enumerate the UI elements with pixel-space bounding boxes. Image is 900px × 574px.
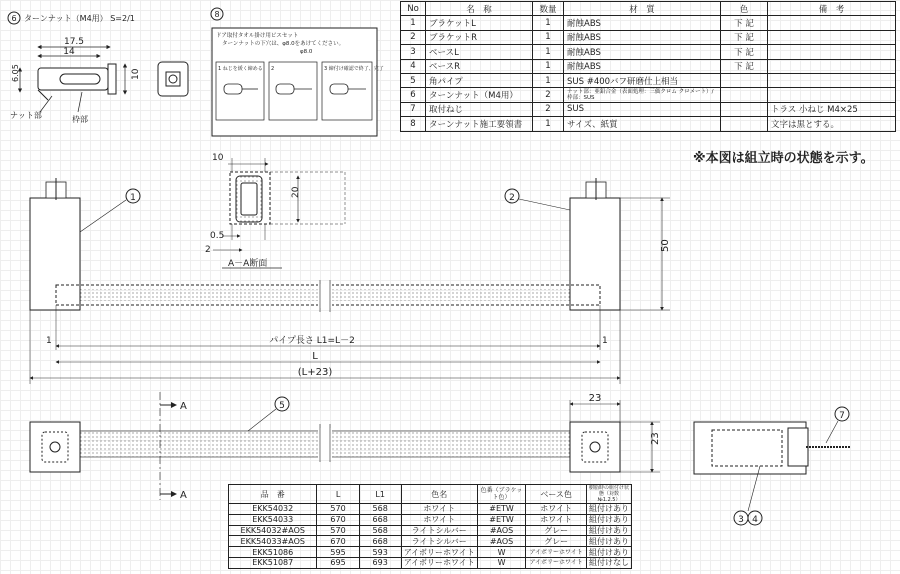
instruction-step1: 1 ねじを緩く締める (218, 66, 263, 72)
parts-header-qty: 数量 (533, 2, 564, 16)
section-marker-a-bottom: A (180, 490, 187, 501)
front-dim-1-left: 1 (46, 336, 52, 346)
table-row: EKK51086 595 593 アイボリーホワイト W アイボリーホワイト 組付けあり (229, 547, 632, 558)
front-dim-L-plus-23: (L+23) (297, 367, 333, 378)
base-left (30, 422, 80, 472)
front-dim-pipe-length: パイプ長さ L1=L－2 (269, 336, 355, 346)
table-row: 5 角パイプ 1 SUS #400バフ研磨仕上相当 (401, 73, 896, 87)
parts-header-remarks: 備 考 (768, 2, 896, 16)
callout-8-number: 8 (214, 10, 220, 19)
callout-5-number: 5 (279, 401, 285, 411)
section-dim-0-5: 0.5 (210, 231, 225, 241)
table-row: 7 取付ねじ 2 SUS トラス 小ねじ M4×25 (401, 102, 896, 116)
parts-header-no: No (401, 2, 426, 16)
dim-6-05: 6.05 (11, 64, 20, 82)
models-header-L1: L1 (359, 485, 401, 504)
detail-6-turn-nut (8, 12, 188, 124)
front-dim-L: L (312, 351, 318, 362)
label-frame-part: 枠部 (72, 115, 88, 124)
table-row: 8 ターンナット施工要領書 1 サイズ、紙質 文字は黒とする。 (401, 117, 896, 131)
table-row: EKK54032 570 568 ホワイト #ETW ホワイト 組付けあり (229, 504, 632, 515)
top-dim-23-height: 23 (650, 432, 661, 445)
models-header-color-code: 色番（ブラケット色） (477, 485, 526, 504)
front-dim-1-right: 1 (602, 336, 608, 346)
models-header-L: L (317, 485, 359, 504)
top-dim-23-width: 23 (588, 393, 602, 404)
table-row: EKK54033 670 668 ホワイト #ETW ホワイト 組付けあり (229, 514, 632, 525)
models-header-assembly: 樹脂時の組付け状態（対数№1.2.5） (587, 485, 632, 504)
callout-2-number: 2 (509, 193, 515, 203)
instruction-step2: 2 (271, 66, 275, 72)
table-row: 2 ブラケットR 1 耐蝕ABS 下 記 (401, 30, 896, 44)
section-dim-2: 2 (205, 245, 211, 255)
parts-header-material: 材 質 (564, 2, 721, 16)
callout-1-number: 1 (130, 193, 136, 203)
callout-6-number: 6 (11, 14, 17, 23)
parts-header-name: 名 称 (426, 2, 533, 16)
section-marker-a-top: A (180, 401, 187, 412)
callout-7-number: 7 (839, 411, 845, 421)
front-dim-50: 50 (660, 239, 671, 252)
parts-table-header (401, 2, 896, 16)
instruction-line1: ドア取付タオル掛け用ビスセット (216, 33, 299, 39)
section-label: A－A断面 (228, 259, 268, 269)
parts-header-color: 色 (721, 2, 768, 16)
table-row: 3 ベースL 1 耐蝕ABS 下 記 (401, 45, 896, 59)
section-dim-10: 10 (212, 153, 224, 163)
base-right (570, 422, 620, 472)
bracket-left (30, 198, 80, 310)
parts-list-table (400, 1, 896, 132)
front-view (30, 178, 671, 384)
table-row: 4 ベースR 1 耐蝕ABS 下 記 (401, 59, 896, 73)
table-row: 1 ブラケットL 1 耐蝕ABS 下 記 (401, 16, 896, 30)
models-header-color-name: 色名 (401, 485, 477, 504)
models-table-header (229, 485, 632, 504)
models-header-product: 品 番 (229, 485, 317, 504)
instruction-line3: φ8.0 (300, 49, 313, 55)
detail-6-title: ターンナット（M4用） S=2/1 (24, 14, 135, 23)
note-assembled-state: ※本図は組立時の状態を示す。 (693, 151, 874, 166)
table-row: EKK51087 695 693 アイボリーホワイト W アイボリーホワイト 組付けなし (229, 557, 632, 568)
dim-14: 14 (63, 47, 75, 57)
callout-3-number: 3 (738, 515, 744, 525)
callout-4-number: 4 (752, 515, 758, 525)
label-nut-part: ナット部 (10, 111, 42, 120)
detail-8-instruction-sheet (211, 8, 384, 136)
instruction-line2: ターンナットの下穴は、φ8.0をあけてください。 (222, 41, 345, 47)
table-row: EKK54032#AOS 570 568 ライトシルバー #AOS グレー 組付けあり (229, 525, 632, 536)
models-header-base-color: ベース色 (526, 485, 587, 504)
model-variants-table (228, 484, 632, 569)
instruction-step3: 3 締付け確認で終了、完了 (324, 66, 384, 72)
dim-10: 10 (131, 68, 141, 80)
table-row: 6 ターンナット（M4用） 2 ナット部：亜鉛合金（表面処理：三価クロム クロメート）/ 枠部：SUS (401, 88, 896, 102)
table-row: EKK54033#AOS 670 668 ライトシルバー #AOS グレー 組付けあり (229, 536, 632, 547)
side-view (694, 407, 850, 525)
section-a-a (205, 153, 345, 269)
section-dim-20: 20 (291, 186, 301, 198)
dim-17-5: 17.5 (63, 37, 85, 47)
bracket-right (570, 198, 620, 310)
